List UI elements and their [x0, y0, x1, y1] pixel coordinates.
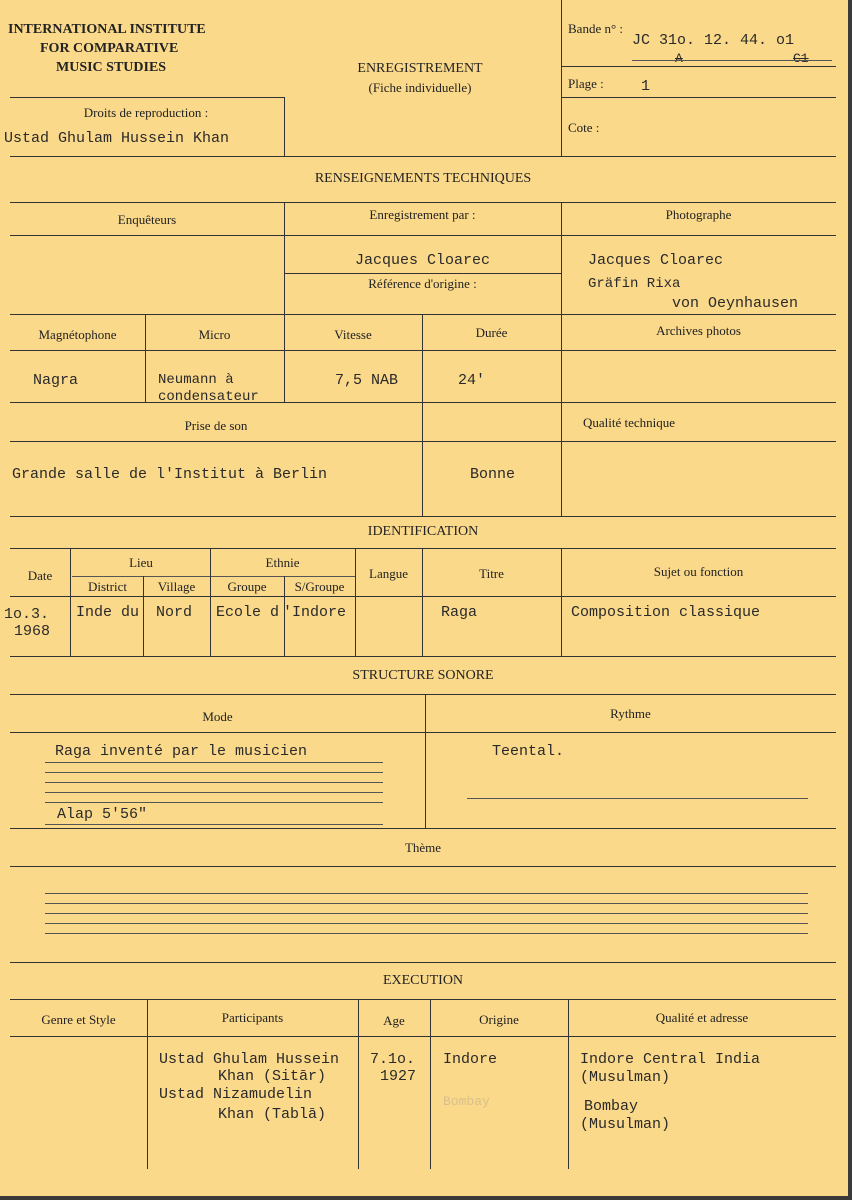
- rule: [10, 235, 836, 236]
- rule: [425, 694, 426, 828]
- magnetophone-label: Magnétophone: [38, 327, 117, 342]
- theme-label: Thème: [404, 840, 442, 855]
- sgroupe-label: S/Groupe: [294, 579, 345, 594]
- photographe-value-1: Jacques Cloarec: [588, 252, 724, 269]
- bande-value: JC 31o. 12. 44. o1: [632, 32, 795, 49]
- titre-value: Raga: [441, 604, 478, 621]
- rule: [10, 1036, 836, 1037]
- prise-value: Grande salle de l'Institut à Berlin: [12, 466, 328, 483]
- adresse-1-line-2: (Musulman): [580, 1069, 671, 1086]
- form-subtitle: (Fiche individuelle): [368, 80, 472, 95]
- theme-line: [45, 923, 808, 924]
- rule: [10, 828, 836, 829]
- duree-value: 24': [458, 372, 486, 389]
- rule: [143, 576, 144, 656]
- rule: [284, 576, 285, 656]
- rule: [284, 273, 561, 274]
- enregistrement-value: Jacques Cloarec: [354, 252, 491, 269]
- technique-section-title: RENSEIGNEMENTS TECHNIQUES: [314, 171, 532, 186]
- enqueteurs-label: Enquêteurs: [117, 212, 177, 227]
- rule: [10, 732, 836, 733]
- execution-section-title: EXECUTION: [382, 973, 464, 988]
- theme-line: [45, 933, 808, 934]
- genre-label: Genre et Style: [41, 1012, 116, 1027]
- micro-label: Micro: [198, 327, 231, 342]
- rule: [561, 548, 562, 656]
- origine-value-1: Indore: [443, 1051, 498, 1068]
- droits-value: Ustad Ghulam Hussein Khan: [4, 130, 230, 147]
- theme-line: [45, 893, 808, 894]
- sujet-value: Composition classique: [571, 604, 761, 621]
- rule: [10, 97, 284, 98]
- bande-value-c1: C1: [793, 51, 809, 66]
- alap-value: Alap 5'56": [57, 806, 148, 823]
- rule: [10, 596, 836, 597]
- rule: [422, 548, 423, 656]
- rule: [10, 402, 836, 403]
- mode-value: Raga inventé par le musicien: [55, 743, 308, 760]
- qualite-adresse-label: Qualité et adresse: [655, 1010, 749, 1025]
- magnetophone-value: Nagra: [33, 372, 79, 389]
- participant-2-line-1: Ustad Nizamudelin: [159, 1086, 313, 1103]
- vitesse-value: 7,5 NAB: [335, 372, 399, 389]
- mode-line: [45, 762, 383, 763]
- duree-label: Durée: [475, 325, 508, 340]
- participant-2-line-2: Khan (Tablā): [218, 1106, 327, 1123]
- mode-line: [45, 824, 383, 825]
- rule: [10, 656, 836, 657]
- rule: [358, 999, 359, 1169]
- mode-label: Mode: [202, 709, 233, 724]
- micro-value-1: Neumann à: [158, 372, 234, 388]
- identification-section-title: IDENTIFICATION: [367, 524, 479, 539]
- lieu-value-district: Inde du: [76, 604, 140, 621]
- institute-name-line3: MUSIC STUDIES: [56, 60, 167, 75]
- rule: [10, 441, 836, 442]
- rule: [10, 866, 836, 867]
- rule: [561, 202, 562, 516]
- enregistrement-label: Enregistrement par :: [369, 207, 476, 222]
- lieu-value-village: Nord: [156, 604, 193, 621]
- photographe-value-2: Gräfin Rixa: [588, 276, 681, 292]
- reference-label: Référence d'origine :: [368, 276, 477, 291]
- rule: [10, 694, 836, 695]
- rule: [284, 97, 285, 156]
- rule: [72, 576, 355, 577]
- structure-section-title: STRUCTURE SONORE: [352, 668, 494, 683]
- district-label: District: [88, 579, 127, 594]
- rythme-value: Teental.: [492, 743, 565, 760]
- ethnie-label: Ethnie: [265, 555, 300, 570]
- mode-line: [45, 782, 383, 783]
- age-value-2: 1927: [380, 1068, 417, 1085]
- theme-line: [45, 903, 808, 904]
- langue-label: Langue: [369, 566, 408, 581]
- bande-value-a: A: [675, 51, 683, 66]
- adresse-1-line-1: Indore Central India: [580, 1051, 761, 1068]
- date-label: Date: [27, 568, 53, 583]
- institute-name-line1: INTERNATIONAL INSTITUTE: [8, 22, 206, 37]
- origine-label: Origine: [479, 1012, 519, 1027]
- prise-label: Prise de son: [184, 418, 248, 433]
- micro-value-2: condensateur: [158, 389, 259, 405]
- origine-value-2: Bombay: [443, 1094, 490, 1109]
- rule: [568, 999, 569, 1169]
- photographe-label: Photographe: [665, 207, 732, 222]
- rule: [70, 548, 71, 656]
- participant-1-line-2: Khan (Sitār): [218, 1068, 327, 1085]
- institute-name-line2: FOR COMPARATIVE: [40, 41, 179, 56]
- participants-label: Participants: [221, 1010, 284, 1025]
- lieu-label: Lieu: [129, 555, 153, 570]
- bande-strike-line: [632, 60, 832, 61]
- rule: [10, 314, 836, 315]
- bande-label: Bande n° :: [568, 21, 624, 36]
- date-value-1: 1o.3.: [4, 606, 50, 623]
- cote-label: Cote :: [568, 120, 600, 135]
- rule: [10, 516, 836, 517]
- groupe-label: Groupe: [227, 579, 267, 594]
- rule: [10, 999, 836, 1000]
- mode-line: [45, 772, 383, 773]
- archives-label: Archives photos: [656, 323, 741, 338]
- rule: [284, 202, 285, 314]
- qualite-value: Bonne: [470, 466, 516, 483]
- qualite-label: Qualité technique: [582, 415, 676, 430]
- age-value-1: 7.1o.: [370, 1051, 416, 1068]
- adresse-2-line-1: Bombay: [584, 1098, 639, 1115]
- vitesse-label: Vitesse: [334, 327, 372, 342]
- mode-line: [45, 792, 383, 793]
- photographe-value-3: von Oeynhausen: [672, 295, 799, 312]
- rule: [147, 999, 148, 1169]
- rule: [10, 156, 836, 157]
- adresse-2-line-2: (Musulman): [580, 1116, 671, 1133]
- rule: [561, 0, 562, 156]
- plage-label: Plage :: [568, 76, 604, 91]
- rule: [10, 350, 836, 351]
- date-value-2: 1968: [14, 623, 51, 640]
- rythme-line: [467, 798, 808, 799]
- rule: [10, 548, 836, 549]
- theme-line: [45, 913, 808, 914]
- mode-line: [45, 802, 383, 803]
- rule: [561, 97, 836, 98]
- sujet-label: Sujet ou fonction: [653, 564, 744, 579]
- rule: [430, 999, 431, 1169]
- age-label: Age: [383, 1013, 405, 1028]
- rule: [210, 548, 211, 656]
- ethnie-value-sgroupe: 'Indore: [283, 604, 347, 621]
- village-label: Village: [157, 579, 196, 594]
- rule: [284, 314, 285, 402]
- rule: [561, 66, 836, 67]
- rule: [10, 202, 836, 203]
- rule: [355, 548, 356, 656]
- rule: [10, 962, 836, 963]
- ethnie-value-groupe: Ecole d: [216, 604, 280, 621]
- droits-label: Droits de reproduction :: [83, 105, 209, 120]
- plage-value: 1: [641, 78, 651, 95]
- rythme-label: Rythme: [610, 706, 651, 721]
- rule: [145, 314, 146, 402]
- participant-1-line-1: Ustad Ghulam Hussein: [159, 1051, 340, 1068]
- form-title: ENREGISTREMENT: [357, 61, 483, 76]
- titre-label: Titre: [479, 566, 504, 581]
